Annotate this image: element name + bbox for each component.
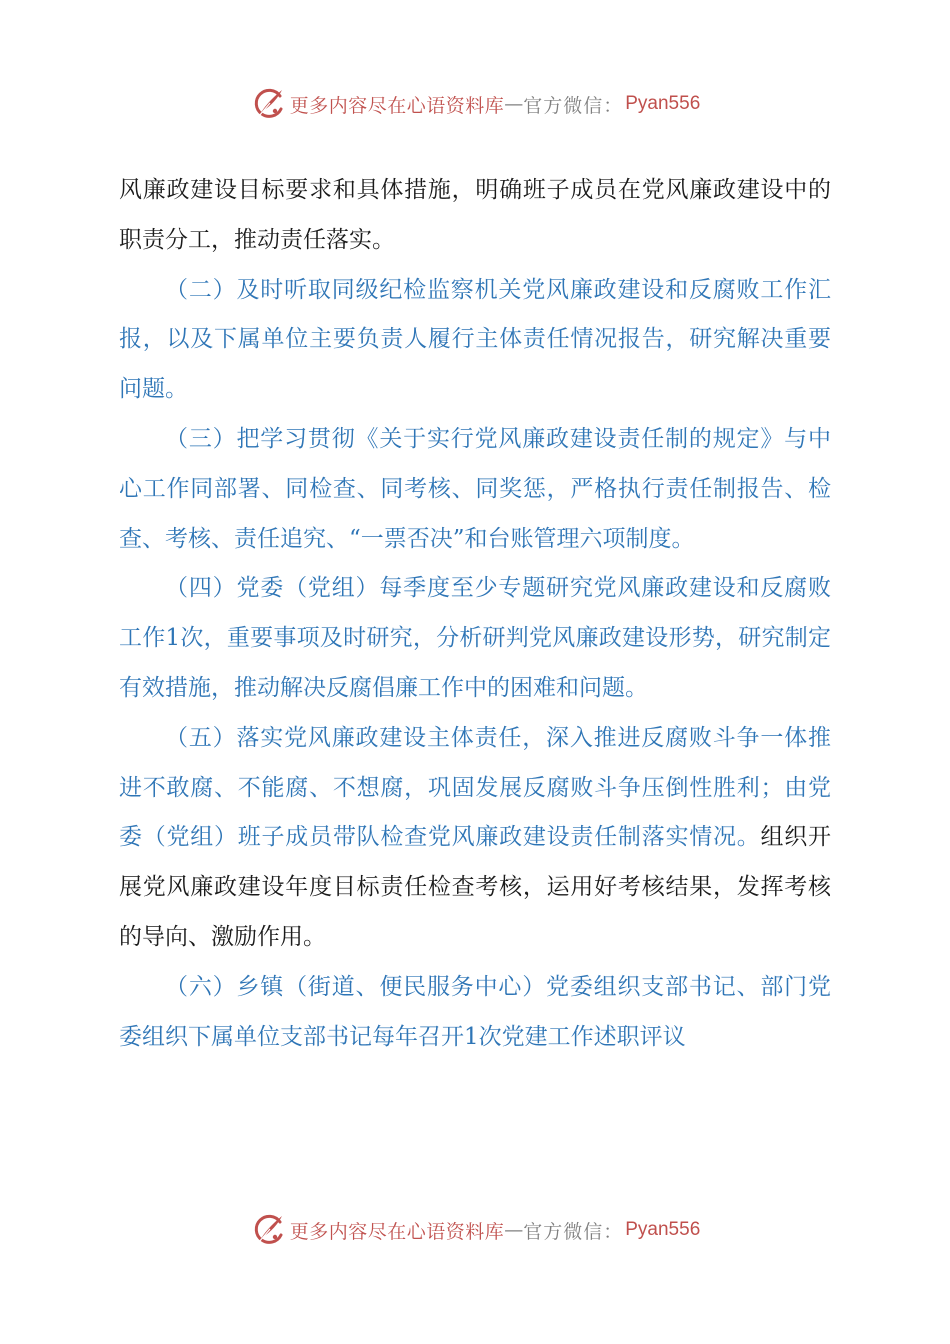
paragraph-text-black: 组织开展党风廉政建设年度目标责任检查考核，运用好考核结果，发挥考核的导向、激励作用。: [119, 824, 832, 950]
quill-pen-circle-icon: [250, 86, 286, 122]
header-watermark-banner: [0, 82, 950, 126]
paragraph-continuation: [119, 166, 831, 266]
banner-title: 更多内容尽在心语资料库: [289, 1220, 505, 1243]
paragraph-item-2: [119, 266, 831, 415]
banner-wechat-id: Pyan556: [625, 1219, 701, 1240]
banner-dash: —: [504, 93, 524, 115]
banner-wechat-label: 官方微信：: [523, 94, 624, 117]
paragraph-text: （三）把学习贯彻《关于实行党风廉政建设责任制的规定》与中心工作同部署、同检查、同考核、同奖惩，严格执行责任制报告、检查、考核、责任追究、“一票否决”和台账管理六项制度。: [119, 425, 831, 552]
document-body: [119, 166, 831, 1062]
paragraph-item-5: [119, 714, 831, 963]
banner-dash: —: [504, 1219, 524, 1241]
paragraph-text: （二）及时听取同级纪检监察机关党风廉政建设和反腐败工作汇报，以及下属单位主要负责人履行主体责任情况报告，研究解决重要问题。: [119, 276, 831, 403]
banner-wechat-id: Pyan556: [625, 93, 701, 114]
footer-watermark-banner: [0, 1208, 950, 1252]
quill-pen-circle-icon: [250, 1212, 286, 1248]
paragraph-text: （四）党委（党组）每季度至少专题研究党风廉政建设和反腐败工作1次，重要事项及时研究，分析研判党风廉政建设形势，研究制定有效措施，推动解决反腐倡廉工作中的困难和问题。: [119, 575, 831, 701]
paragraph-item-3: [119, 415, 831, 564]
banner-title: 更多内容尽在心语资料库: [289, 94, 505, 117]
paragraph-text: 风廉政建设目标要求和具体措施，明确班子成员在党风廉政建设中的职责分工，推动责任落实。: [119, 177, 831, 253]
paragraph-text-blue: （五）落实党风廉政建设主体责任，深入推进反腐败斗争一体推进不敢腐、不能腐、不想腐，巩固发展反腐败斗争压倒性胜利；由党委（党组）班子成员带队检查党风廉政建设责任制落实情况。: [119, 724, 831, 851]
paragraph-text: （六）乡镇（街道、便民服务中心）党委组织支部书记、部门党委组织下属单位支部书记每年召开1次党建工作述职评议: [119, 973, 831, 1050]
paragraph-item-4: [119, 564, 831, 713]
paragraph-item-6: [119, 963, 831, 1063]
banner-wechat-label: 官方微信：: [523, 1220, 624, 1243]
